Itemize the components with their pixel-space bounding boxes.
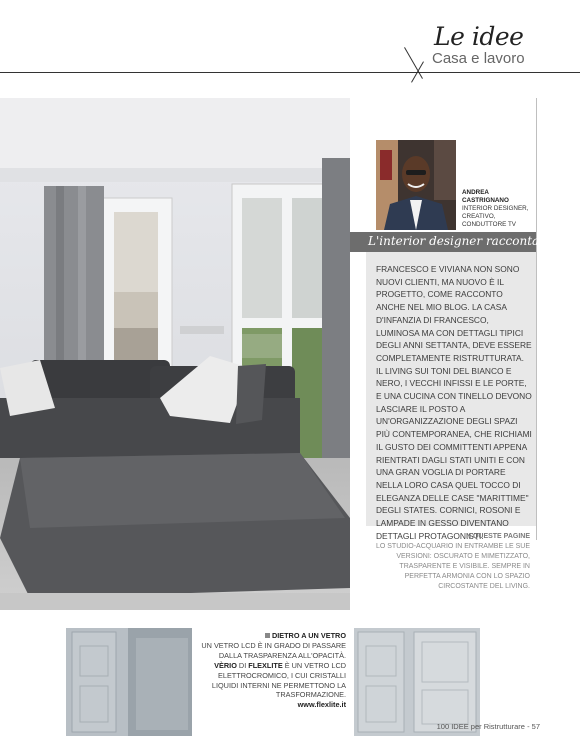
clear-glass-thumbnail [354, 628, 480, 736]
column-rule [536, 98, 537, 540]
glass-caption [198, 631, 346, 710]
dark-glass-thumbnail [66, 628, 192, 736]
section-subtitle: Casa e lavoro [432, 50, 525, 67]
section-label: L'interior designer racconta [368, 234, 540, 248]
dark-glass-illustration [66, 628, 192, 736]
photo-caption [372, 532, 530, 592]
quote-text: FRANCESCO E VIVIANA NON SONO NUOVI CLIENTI, MA NUOVO È IL PROGETTO, COME RACCONTO ANCHE NEL MIO BLOG. LA CASA D'INFANZIA DI FRANCESCO, LUMINOSA MA CON DETTAGLI TIPICI DEGLI ANNI SETTANTA, DEVE ESSERE COMPLETAMENTE RISTRUTTURATA. IL LIVING SUI TONI DEL BIANCO E NERO, I VECCHI INFISSI E LE PORTE, E UNA CUCINA CON TINELLO DEVONO LASCIARE IL POSTO A UN'ORGANIZZAZIONE DEGLI SPAZI PIÙ CONTEMPORANEA, CHE RICHIAMI IL GUSTO DEI COMMITTENTI APPENA RIENTRATI DAGLI STATI UNITI E CON UNA GRAN VOGLIA DI PORTARE NELLA LORO CASA QUEL TOCCO DI ELEGANZA DELLE CASE "MARITTIME" DEGLI STATES. CORNICI, ROSONI E LAMPADE IN GESSO DIVENTANO DETTAGLI PROTAGONISTI. [376, 264, 532, 541]
living-room-illustration [0, 98, 350, 610]
photo-caption-text: LO STUDIO-ACQUARIO IN ENTRAMBE LE SUE VERSIONI: OSCURATO E MIMETIZZATO, TRASPARENTE E VISIBILE. SEMPRE IN PERFETTA ARMONIA CON LO SPAZIO CIRCOSTANTE DEL LIVING. [375, 543, 530, 590]
photo-caption-lead: IN QUESTE PAGINE [464, 533, 530, 540]
section-title: Le idee [434, 22, 524, 51]
page-folio: 100 IDEE per Ristrutturare - 57 [436, 722, 540, 731]
portrait-illustration [376, 140, 456, 230]
designer-portrait [376, 140, 456, 230]
living-room-photo [0, 98, 350, 610]
designer-name: ANDREA CASTRIGNANO [462, 189, 509, 204]
clear-glass-illustration [354, 628, 480, 736]
glass-caption-url[interactable]: www.flexlite.it [297, 700, 346, 710]
designer-credit [462, 189, 536, 229]
glass-caption-lead: DIETRO A UN VETRO [271, 631, 346, 640]
header-rule [0, 72, 580, 73]
glass-caption-of: DI [238, 660, 247, 670]
caption-square-icon [265, 633, 270, 638]
glass-caption-brand1: VÈRIO [214, 660, 237, 670]
glass-caption-brand2: FLEXLITE [248, 660, 283, 670]
header-cross-mark [404, 47, 423, 79]
designer-role: INTERIOR DESIGNER, CREATIVO, CONDUTTORE TV [462, 205, 529, 228]
glass-caption-text2: È UN VETRO LCD ELETTROCROMICO, I CUI CRISTALLI LIQUIDI INTERNI NE PERMETTONO LA TRASFORMAZIONE. [211, 660, 346, 700]
glass-caption-text1: UN VETRO LCD È IN GRADO DI PASSARE DALLA TRASPARENZA ALL'OPACITÀ. [201, 640, 346, 660]
